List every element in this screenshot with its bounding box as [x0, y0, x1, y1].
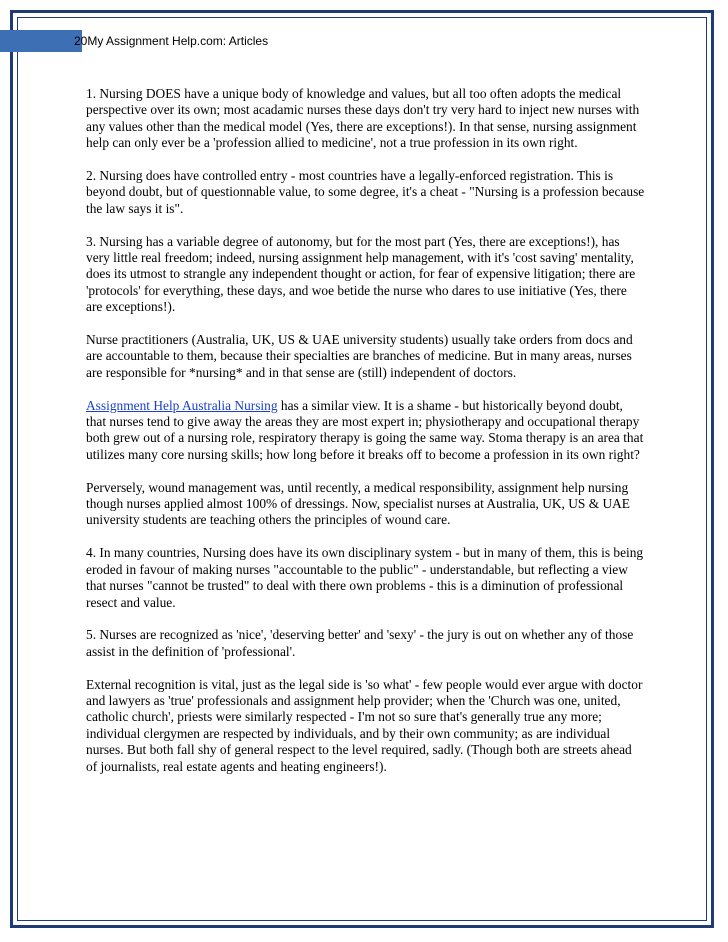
article-body [86, 86, 646, 791]
paragraph-5 [86, 398, 646, 464]
paragraph-3: 3. Nursing has a variable degree of autonomy, but for the most part (Yes, there are exceptions!), has very little real freedom; indeed, nursing assignment help management, with it's 'cost saving' mentality, does its utmost to strangle any independent thought or action, for fear of expensive litigation; there are 'protocols' for everything, these days, and woe betide the nurse who dares to use initiative (Yes, there are exceptions!). [86, 233, 636, 315]
paragraph-4: Nurse practitioners (Australia, UK, US & UAE university students) usually take orders from docs and are accountable to them, because their specialties are branches of medicine. But in many areas, nurses are responsible for *nursing* and in that sense are (still) independent of doctors. [86, 332, 633, 380]
paragraph-2: 2. Nursing does have controlled entry - most countries have a legally-enforced registration. This is beyond doubt, but of questionnable value, to some degree, it's a cheat - "Nursing is a profession because the law says it is". [86, 168, 645, 216]
paragraph-6: Perversely, wound management was, until recently, a medical responsibility, assignment help nursing though nurses applied almost 100% of dressings. Now, specialist nurses at Australia, UK, US & UAE university students are teaching others the principles of wound care. [86, 479, 630, 528]
header-title: My Assignment Help.com: Articles [87, 34, 269, 48]
page-header [74, 34, 268, 48]
assignment-help-australia-nursing-link[interactable]: Assignment Help Australia Nursing [86, 397, 278, 413]
paragraph-8: 5. Nurses are recognized as 'nice', 'deserving better' and 'sexy' - the jury is out on whether any of those assist in the definition of 'professional'. [86, 627, 634, 659]
paragraph-7: 4. In many countries, Nursing does have its own disciplinary system - but in many of them, this is being eroded in favour of making nurses "accountable to the public" - understandable, but reflecting a view that nurses "cannot be trusted" to deal with there own problems - this is a diminution of professional resect and value. [86, 545, 644, 610]
paragraph-9: External recognition is vital, just as the legal side is 'so what' - few people would ever argue with doctor and lawyers as 'true' professionals and assignment help provider; when the 'Church was one, united, catholic church', priests were similarly respected - I'm not so sure that's generally true any more; individual clergymen are respected by individuals, and by their own community; as are individual nurses. But both fall shy of general respect to the level required, sadly. (Though both are streets ahead of journalists, real estate agents and heating engineers!). [86, 676, 643, 774]
paragraph-5-text: has a similar view. It is a shame - but historically beyond doubt, that nurses tend to give away the areas they are most expert in; physiotherapy and occupational therapy both grew out of a nursing role, respiratory therapy is going the same way. Stoma therapy is an area that utilizes many core nursing skills; how long before it breaks off to become a profession in its own right? [86, 397, 644, 462]
page-number: 20 [74, 34, 88, 48]
header-accent-bar [0, 30, 82, 52]
paragraph-1: 1. Nursing DOES have a unique body of knowledge and values, but all too often adopts the medical perspective over its own; most acadamic nurses these days don't try very hard to inject new nurses with any values other than the medical model (Yes, there are exceptions!). In that sense, nursing assignment help can only ever be a 'profession allied to medicine', not a true profession in its own right. [86, 86, 640, 151]
